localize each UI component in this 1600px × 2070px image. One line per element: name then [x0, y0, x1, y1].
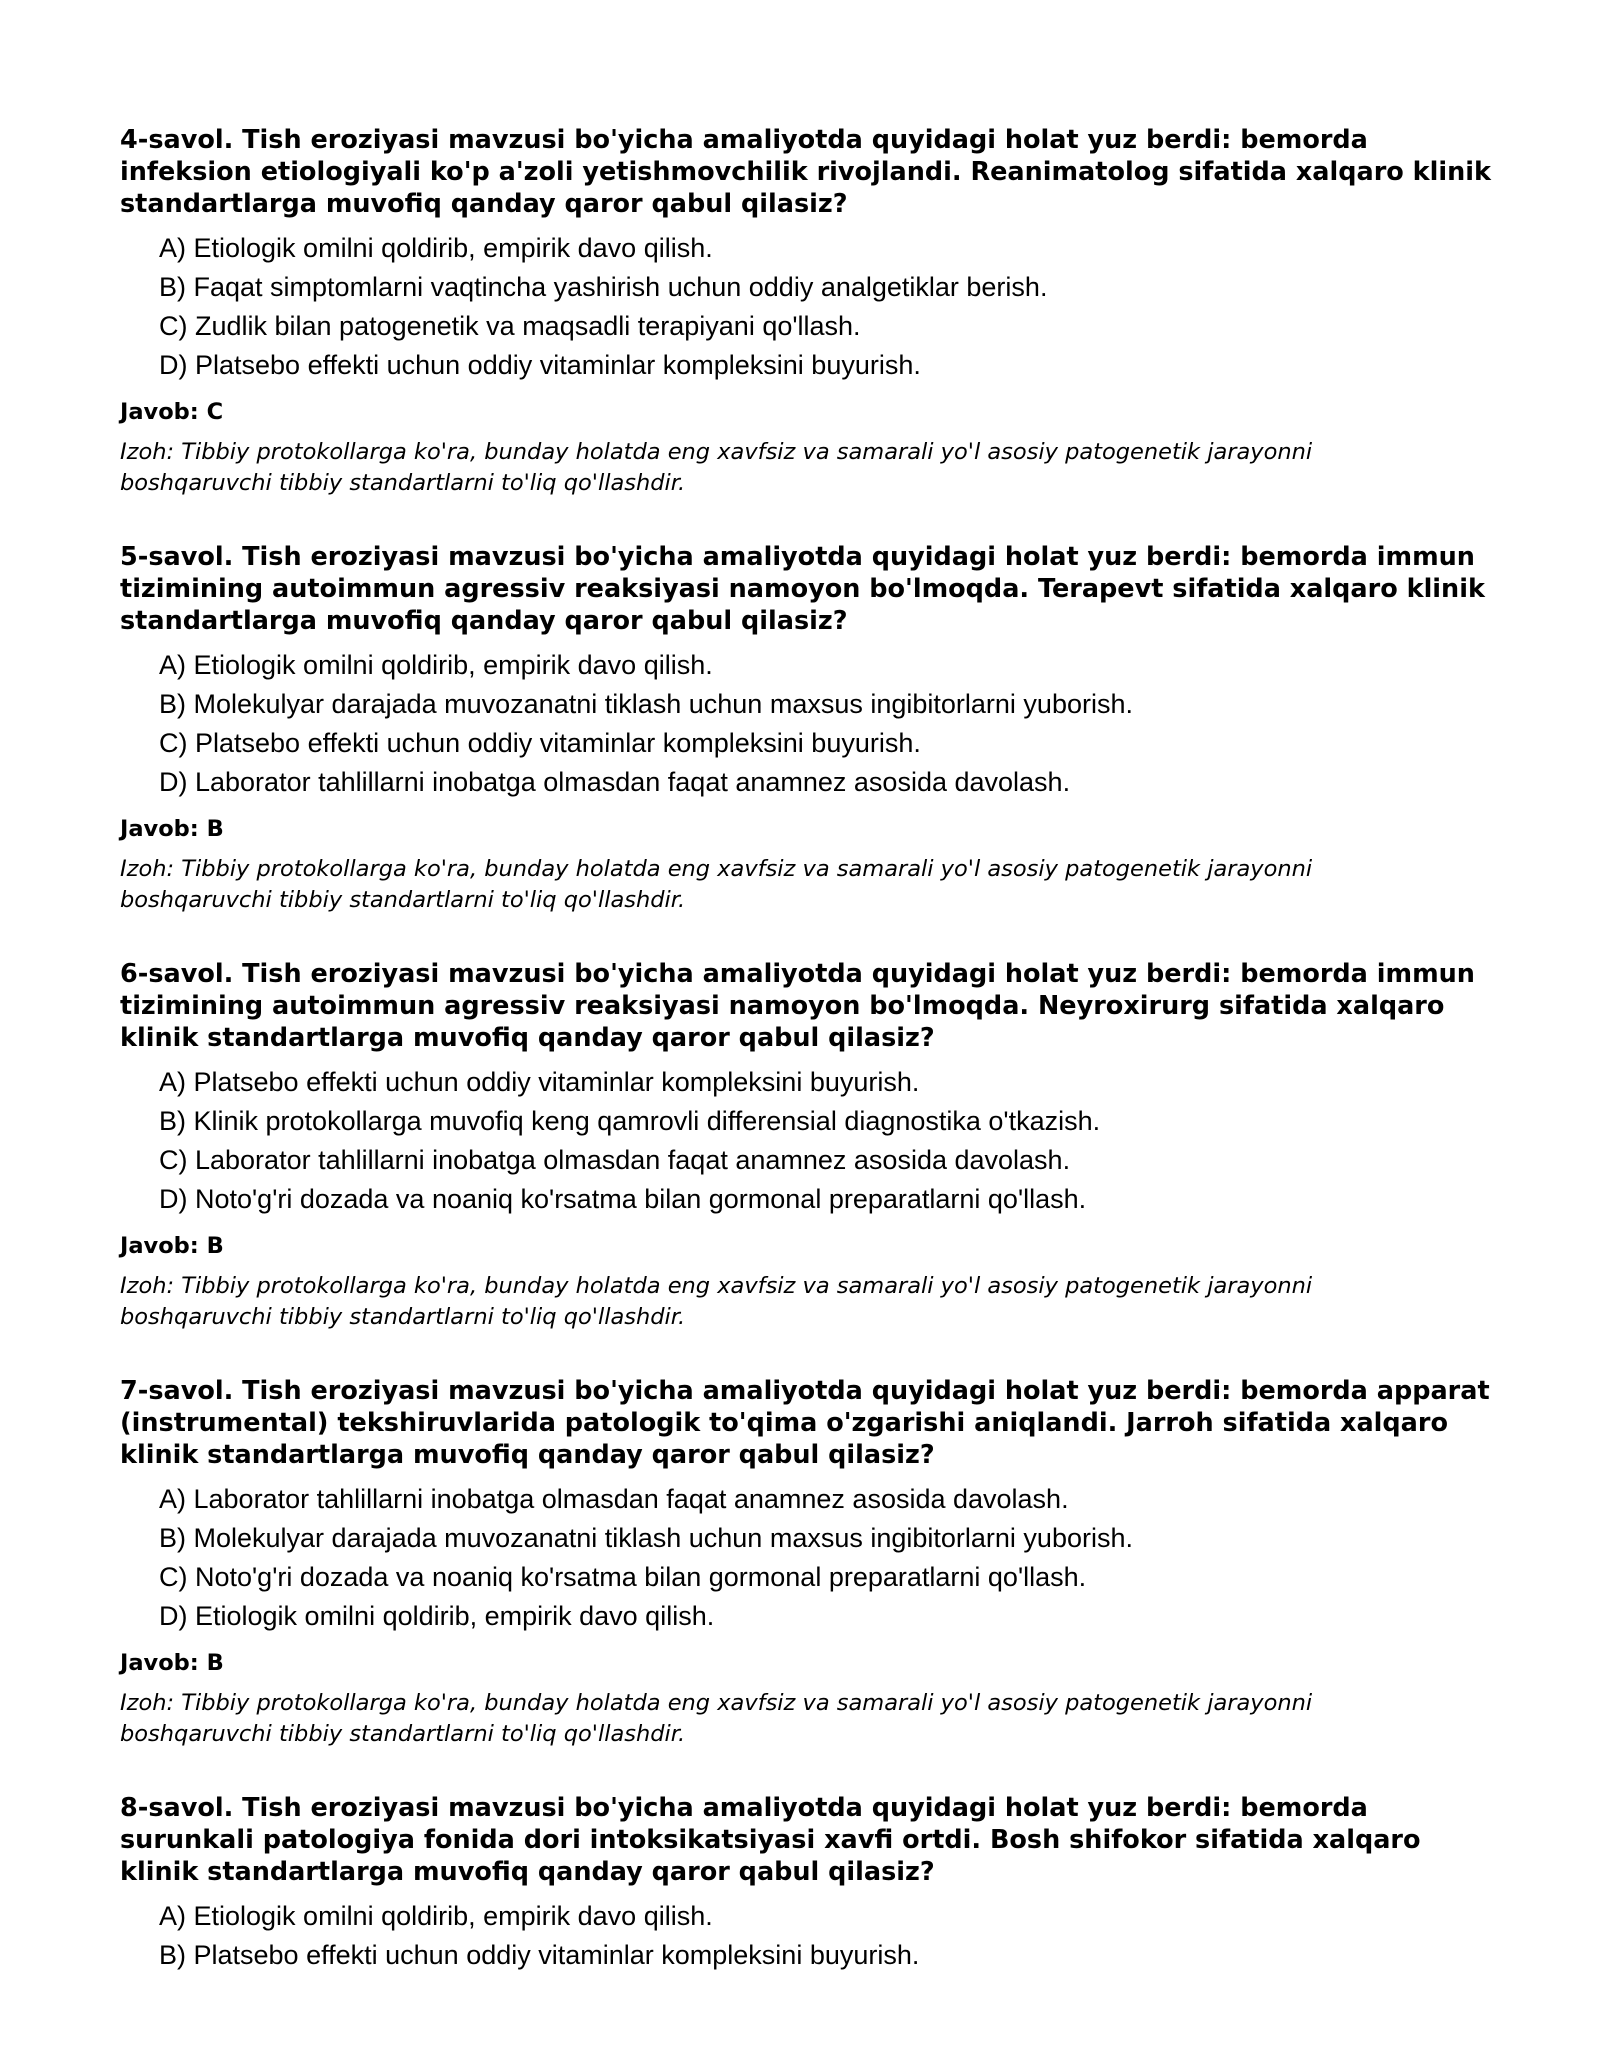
option-c: C) Noto'g'ri dozada va noaniq ko'rsatma bilan gormonal preparatlarni qo'llash.	[159, 1562, 1087, 1592]
question-block	[120, 541, 1500, 916]
option-d: D) Laborator tahlillarni inobatga olmasdan faqat anamnez asosida davolash.	[159, 767, 1071, 797]
option-b: B) Klinik protokollarga muvofiq keng qamrovli differensial diagnostika o'tkazish.	[159, 1106, 1101, 1136]
option-d: D) Platsebo effekti uchun oddiy vitaminlar kompleksini buyurish.	[159, 350, 921, 380]
option-d: D) Noto'g'ri dozada va noaniq ko'rsatma bilan gormonal preparatlarni qo'llash.	[159, 1184, 1087, 1214]
options-list	[120, 229, 1500, 385]
question-block	[120, 958, 1500, 1333]
option-b: B) Faqat simptomlarni vaqtincha yashirish uchun oddiy analgetiklar berish.	[159, 272, 1048, 302]
document-page	[120, 124, 1500, 2017]
explanation-note: Izoh: Tibbiy protokollarga ko'ra, bunday holatda eng xavfsiz va samarali yo'l asosiy patogenetik jarayonni boshqaruvchi tibbiy standartlarni to'liq qo'llashdir.	[120, 1273, 1313, 1330]
answer-label: Javob: B	[120, 816, 224, 842]
option-c: C) Platsebo effekti uchun oddiy vitaminlar kompleksini buyurish.	[159, 728, 921, 758]
options-list	[120, 646, 1500, 802]
explanation-note: Izoh: Tibbiy protokollarga ko'ra, bunday holatda eng xavfsiz va samarali yo'l asosiy patogenetik jarayonni boshqaruvchi tibbiy standartlarni to'liq qo'llashdir.	[120, 439, 1313, 496]
question-title: 6-savol. Tish eroziyasi mavzusi bo'yicha amaliyotda quyidagi holat yuz berdi: bemorda immun tizimining autoimmun agressiv reaksiyasi namoyon bo'lmoqda. Neyroxirurg sifatida xalqaro klinik standartlarga muvofiq qanday qaror qabul qilasiz?	[120, 959, 1475, 1053]
options-list	[120, 1897, 1500, 1975]
option-c: C) Zudlik bilan patogenetik va maqsadli terapiyani qo'llash.	[159, 311, 861, 341]
question-block	[120, 124, 1500, 499]
option-c: C) Laborator tahlillarni inobatga olmasdan faqat anamnez asosida davolash.	[159, 1145, 1071, 1175]
option-b: B) Molekulyar darajada muvozanatni tiklash uchun maxsus ingibitorlarni yuborish.	[159, 1523, 1133, 1553]
question-block	[120, 1792, 1500, 1975]
option-a: A) Etiologik omilni qoldirib, empirik davo qilish.	[159, 233, 713, 263]
option-d: D) Etiologik omilni qoldirib, empirik davo qilish.	[159, 1601, 715, 1631]
question-title: 4-savol. Tish eroziyasi mavzusi bo'yicha amaliyotda quyidagi holat yuz berdi: bemorda infeksion etiologiyali ko'p a'zoli yetishmovchilik rivojlandi. Reanimatolog sifatida xalqaro klinik standartlarga muvofiq qanday qaror qabul qilasiz?	[120, 125, 1491, 219]
answer-label: Javob: B	[120, 1650, 224, 1676]
question-title: 5-savol. Tish eroziyasi mavzusi bo'yicha amaliyotda quyidagi holat yuz berdi: bemorda immun tizimining autoimmun agressiv reaksiyasi namoyon bo'lmoqda. Terapevt sifatida xalqaro klinik standartlarga muvofiq qanday qaror qabul qilasiz?	[120, 542, 1485, 636]
option-a: A) Laborator tahlillarni inobatga olmasdan faqat anamnez asosida davolash.	[159, 1484, 1069, 1514]
options-list	[120, 1480, 1500, 1636]
question-block	[120, 1375, 1500, 1750]
option-a: A) Platsebo effekti uchun oddiy vitaminlar kompleksini buyurish.	[159, 1067, 920, 1097]
answer-label: Javob: C	[120, 399, 224, 425]
option-a: A) Etiologik omilni qoldirib, empirik davo qilish.	[159, 650, 713, 680]
option-b: B) Platsebo effekti uchun oddiy vitaminlar kompleksini buyurish.	[159, 1940, 920, 1970]
question-title: 7-savol. Tish eroziyasi mavzusi bo'yicha amaliyotda quyidagi holat yuz berdi: bemorda apparat (instrumental) tekshiruvlarida patologik to'qima o'zgarishi aniqlandi. Jarroh sifatida xalqaro klinik standartlarga muvofiq qanday qaror qabul qilasiz?	[120, 1376, 1490, 1470]
question-title: 8-savol. Tish eroziyasi mavzusi bo'yicha amaliyotda quyidagi holat yuz berdi: bemorda surunkali patologiya fonida dori intoksikatsiyasi xavfi ortdi. Bosh shifokor sifatida xalqaro klinik standartlarga muvofiq qanday qaror qabul qilasiz?	[120, 1793, 1421, 1887]
answer-label: Javob: B	[120, 1233, 224, 1259]
option-a: A) Etiologik omilni qoldirib, empirik davo qilish.	[159, 1901, 713, 1931]
option-b: B) Molekulyar darajada muvozanatni tiklash uchun maxsus ingibitorlarni yuborish.	[159, 689, 1133, 719]
explanation-note: Izoh: Tibbiy protokollarga ko'ra, bunday holatda eng xavfsiz va samarali yo'l asosiy patogenetik jarayonni boshqaruvchi tibbiy standartlarni to'liq qo'llashdir.	[120, 856, 1313, 913]
explanation-note: Izoh: Tibbiy protokollarga ko'ra, bunday holatda eng xavfsiz va samarali yo'l asosiy patogenetik jarayonni boshqaruvchi tibbiy standartlarni to'liq qo'llashdir.	[120, 1690, 1313, 1747]
options-list	[120, 1063, 1500, 1219]
